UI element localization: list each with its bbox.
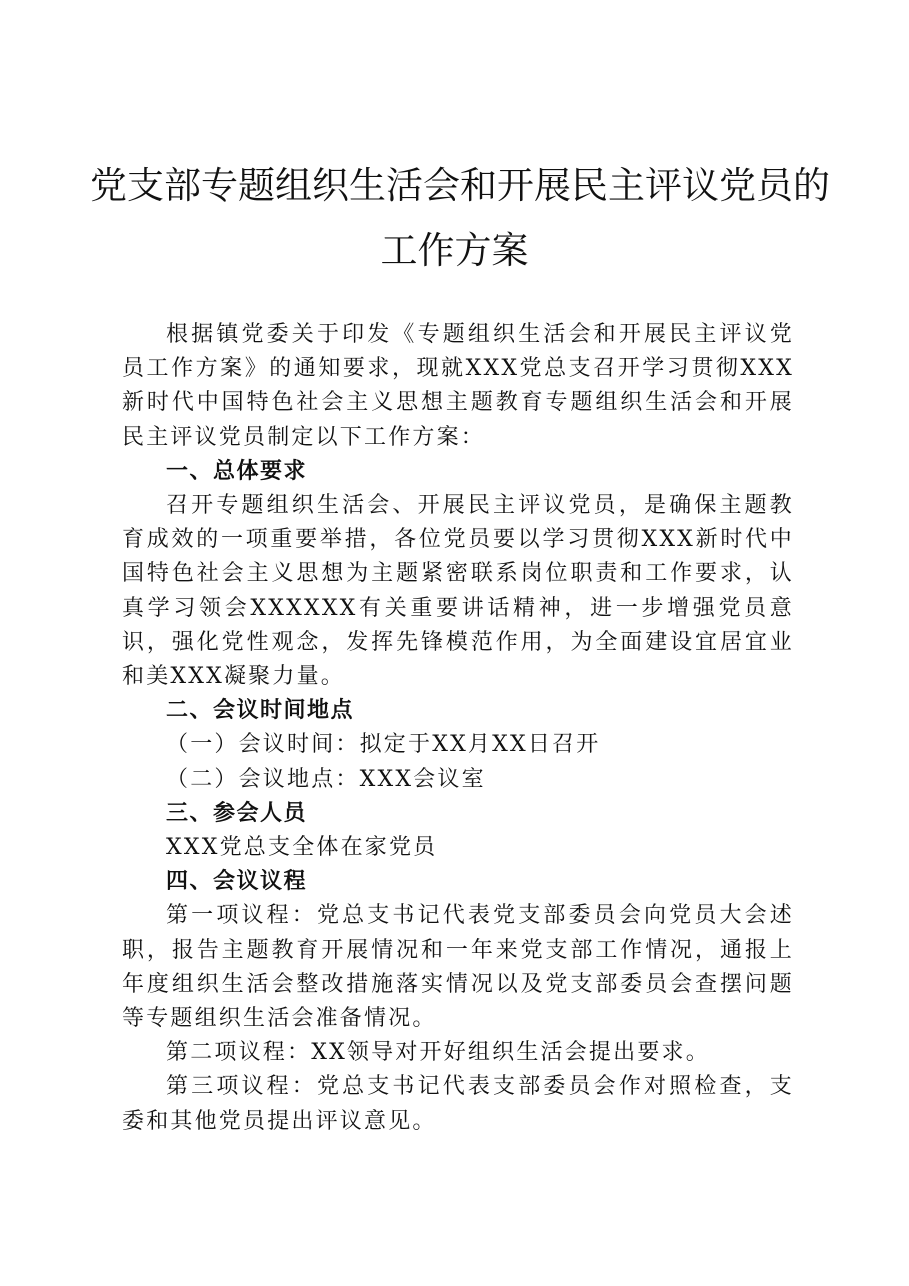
- document-title-line-2: 工作方案: [380, 229, 529, 272]
- attendees-item: XXX党总支全体在家党员: [166, 835, 438, 861]
- section-heading-attendees: 三、参会人员: [166, 800, 308, 826]
- agenda-item-1: 第一项议程：党总支书记代表党支部委员会向党员大会述职，报告主题教育开展情况和一年来党支部工作情况，通报上年度组织生活会整改措施落实情况以及党支部委员会查摆问题等专题组织生活会准备情况。: [122, 903, 794, 1032]
- meeting-time-item: （一）会议时间：拟定于XX月XX日召开: [166, 732, 601, 758]
- general-requirements-paragraph: 召开专题组织生活会、开展民主评议党员，是确保主题教育成效的一项重要举措，各位党员要以学习贯彻XXX新时代中国特色社会主义思想为主题紧密联系岗位职责和工作要求，认真学习领会XXXXXX有关重要讲话精神，进一步增强党员意识，强化党性观念，发挥先锋模范作用，为全面建设宜居宜业和美XXX凝聚力量。: [122, 493, 794, 690]
- section-heading-general-requirements: 一、总体要求: [166, 458, 308, 484]
- section-heading-time-place: 二、会议时间地点: [166, 698, 355, 724]
- meeting-place-item: （二）会议地点：XXX会议室: [166, 766, 486, 792]
- document-body: [122, 318, 794, 1139]
- document-title-line-1: 党支部专题组织生活会和开展民主评议党员的: [90, 164, 830, 207]
- agenda-item-2: 第二项议程：XX领导对开好组织生活会提出要求。: [166, 1040, 710, 1066]
- intro-paragraph: 根据镇党委关于印发《专题组织生活会和开展民主评议党员工作方案》的通知要求，现就XXX党总支召开学习贯彻XXX新时代中国特色社会主义思想主题教育专题组织生活会和开展民主评议党员制定以下工作方案：: [122, 322, 794, 450]
- agenda-item-3: 第三项议程：党总支书记代表支部委员会作对照检查，支委和其他党员提出评议意见。: [122, 1074, 794, 1134]
- section-heading-agenda: 四、会议议程: [166, 869, 308, 895]
